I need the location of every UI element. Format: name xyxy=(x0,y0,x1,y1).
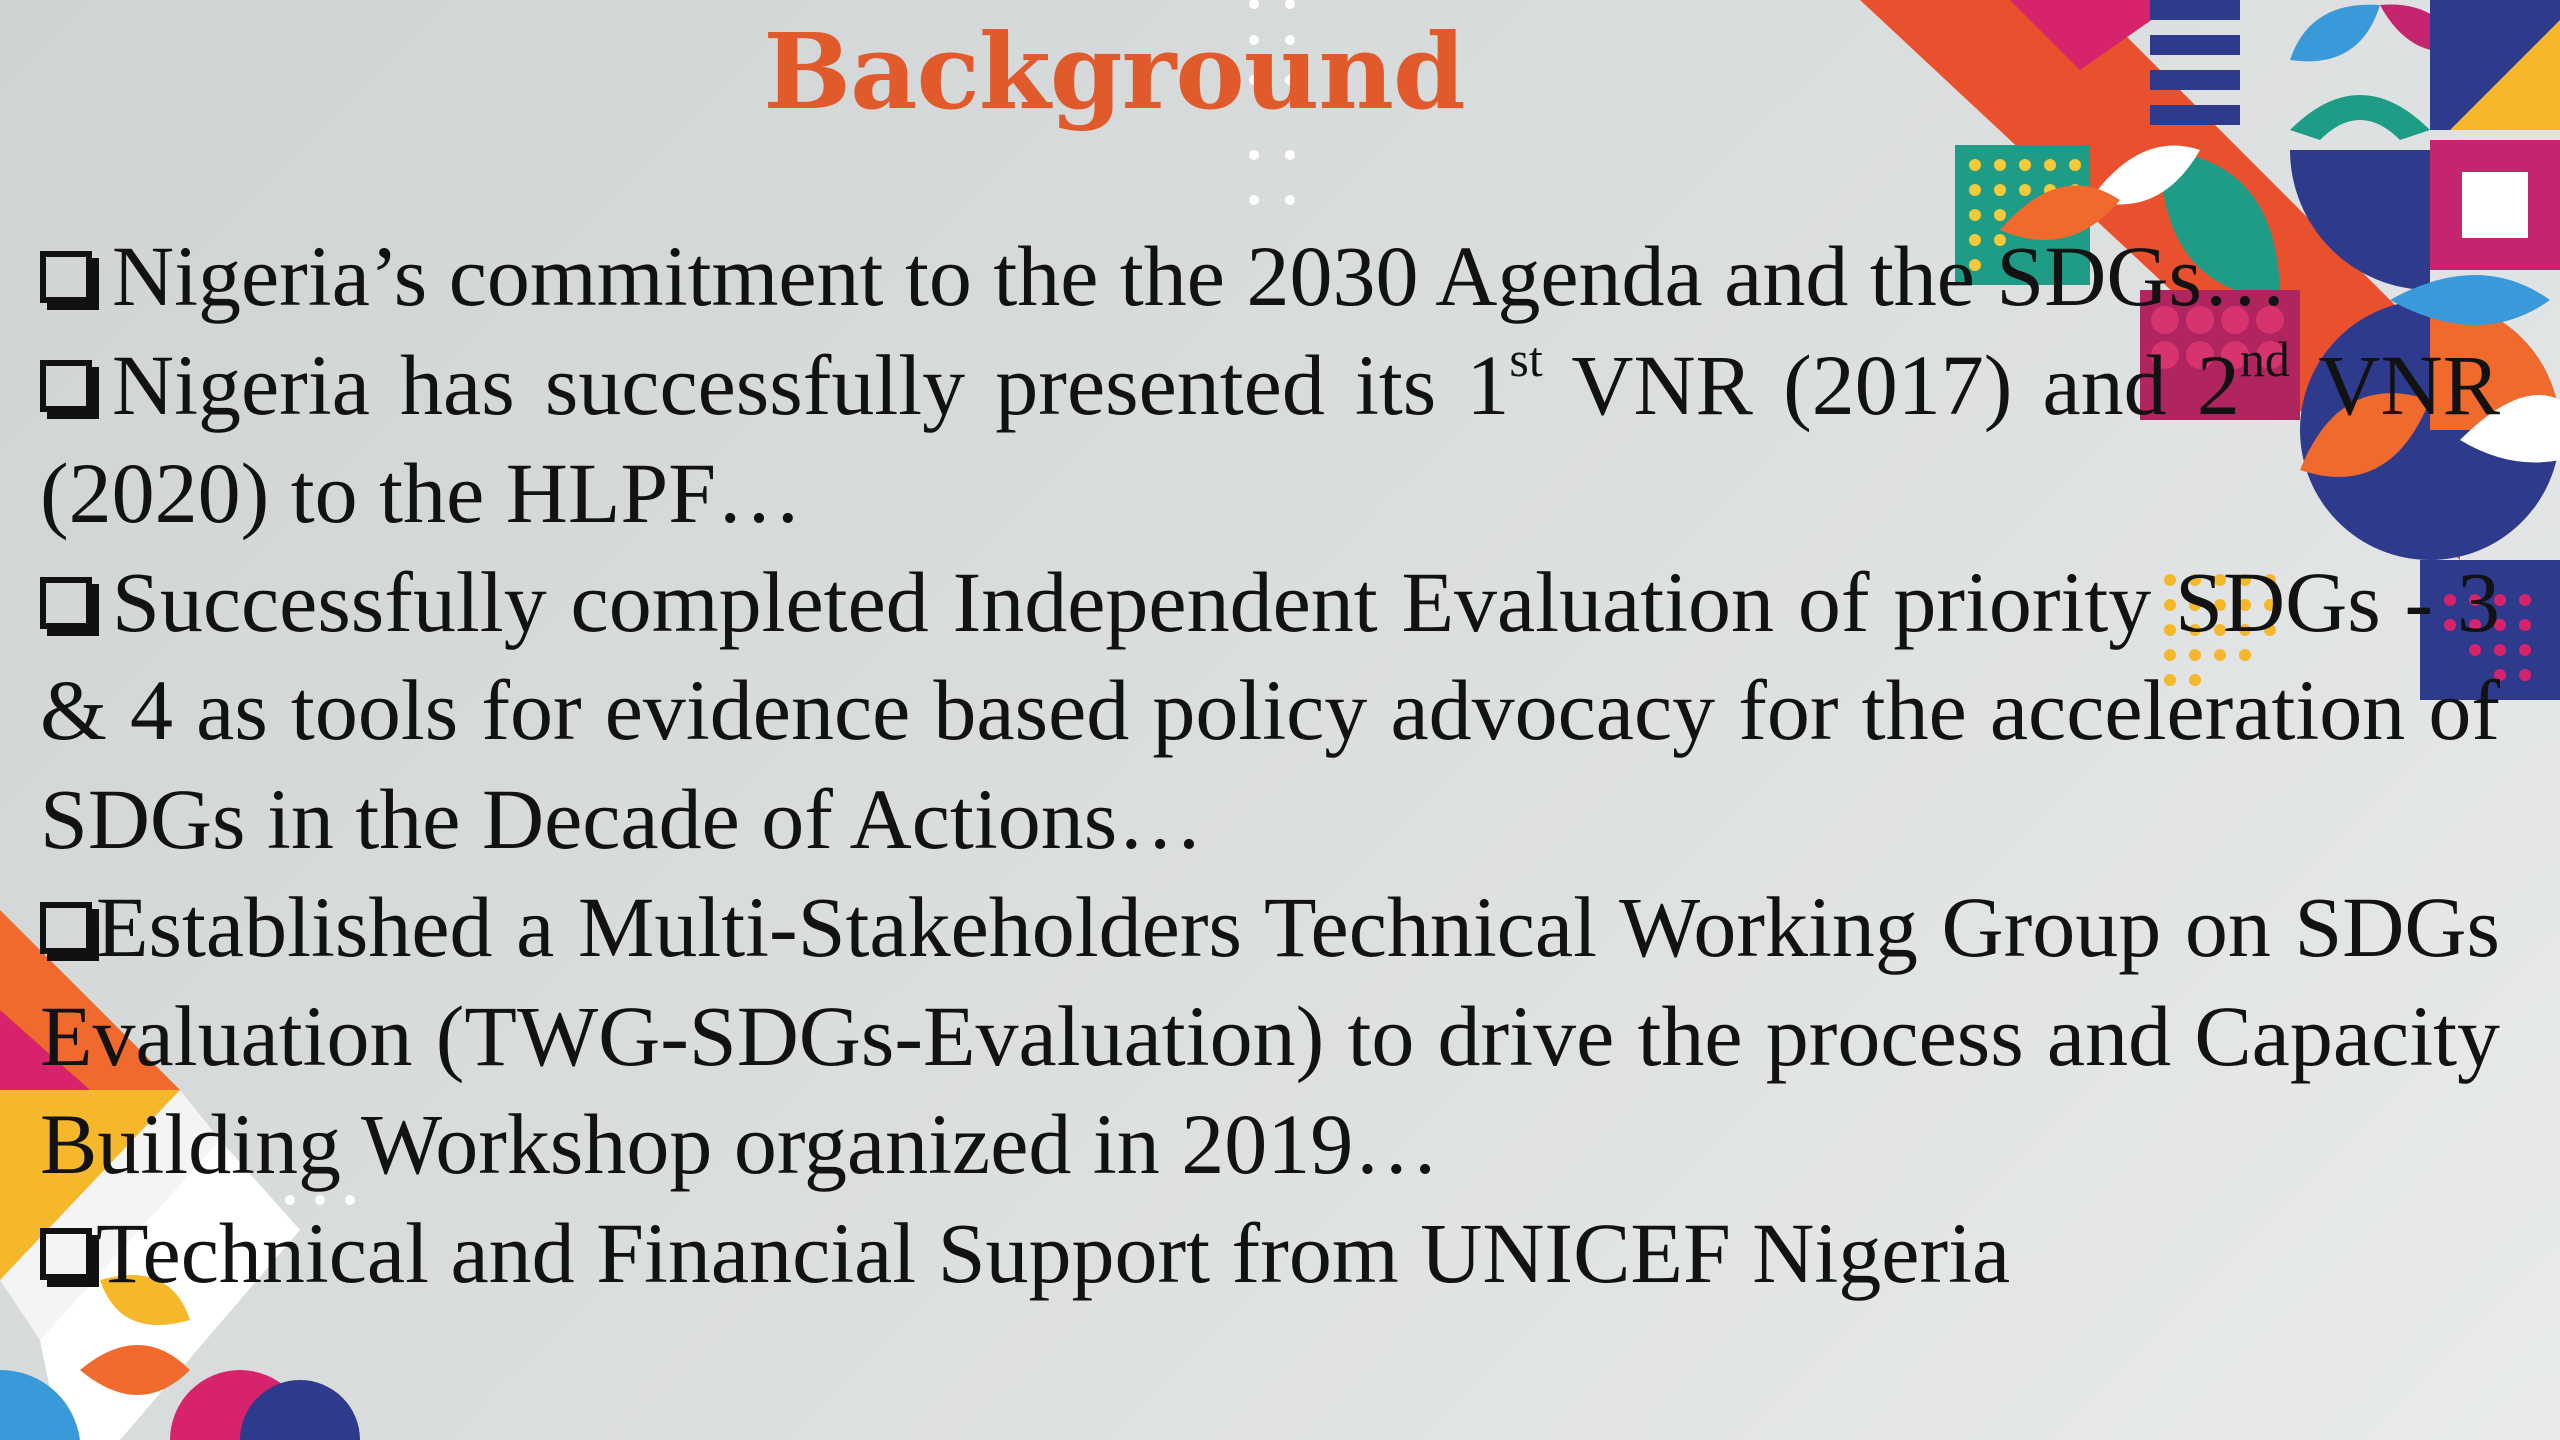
bullet-item xyxy=(40,873,2500,1199)
bullet-item xyxy=(40,222,2500,331)
bullet-text-part: VNR (2020) to the HLPF… xyxy=(40,336,2501,541)
superscript: nd xyxy=(2239,330,2290,387)
bullet-text-part: Nigeria has successfully presented its 1 xyxy=(112,336,1510,433)
teal-arc xyxy=(2290,95,2430,140)
bullet-text: Technical and Financial Support from UNICEF Nigeria xyxy=(96,1204,2011,1301)
bullet-item xyxy=(40,1199,2500,1308)
bullet-text: Nigeria’s commitment to the the 2030 Agenda and the SDGs… xyxy=(112,228,2288,324)
checkbox-bullet-icon xyxy=(40,360,92,412)
superscript: st xyxy=(1509,330,1543,387)
bullet-text: Established a Multi-Stakeholders Technical Working Group on SDGs Evaluation (TWG-SDGs-Evaluation) to drive the process and Capacity Building Workshop organized in 2019… xyxy=(40,879,2500,1192)
light-blue-petal xyxy=(2290,5,2380,62)
checkbox-bullet-icon xyxy=(40,902,92,954)
checkbox-bullet-icon xyxy=(40,251,92,303)
bullet-text: Successfully completed Independent Evaluation of priority SDGs - 3 & 4 as tools for evidence based policy advocacy for the acceleration of SDGs in the Decade of Actions… xyxy=(40,553,2500,867)
checkbox-bullet-icon xyxy=(40,577,92,629)
slide-title: Background xyxy=(763,10,1465,133)
bullet-item xyxy=(40,331,2500,548)
bullet-text-part: VNR (2017) and 2 xyxy=(1542,336,2240,433)
slide-body xyxy=(40,222,2500,1307)
checkbox-bullet-icon xyxy=(40,1228,92,1280)
bullet-item xyxy=(40,548,2500,874)
